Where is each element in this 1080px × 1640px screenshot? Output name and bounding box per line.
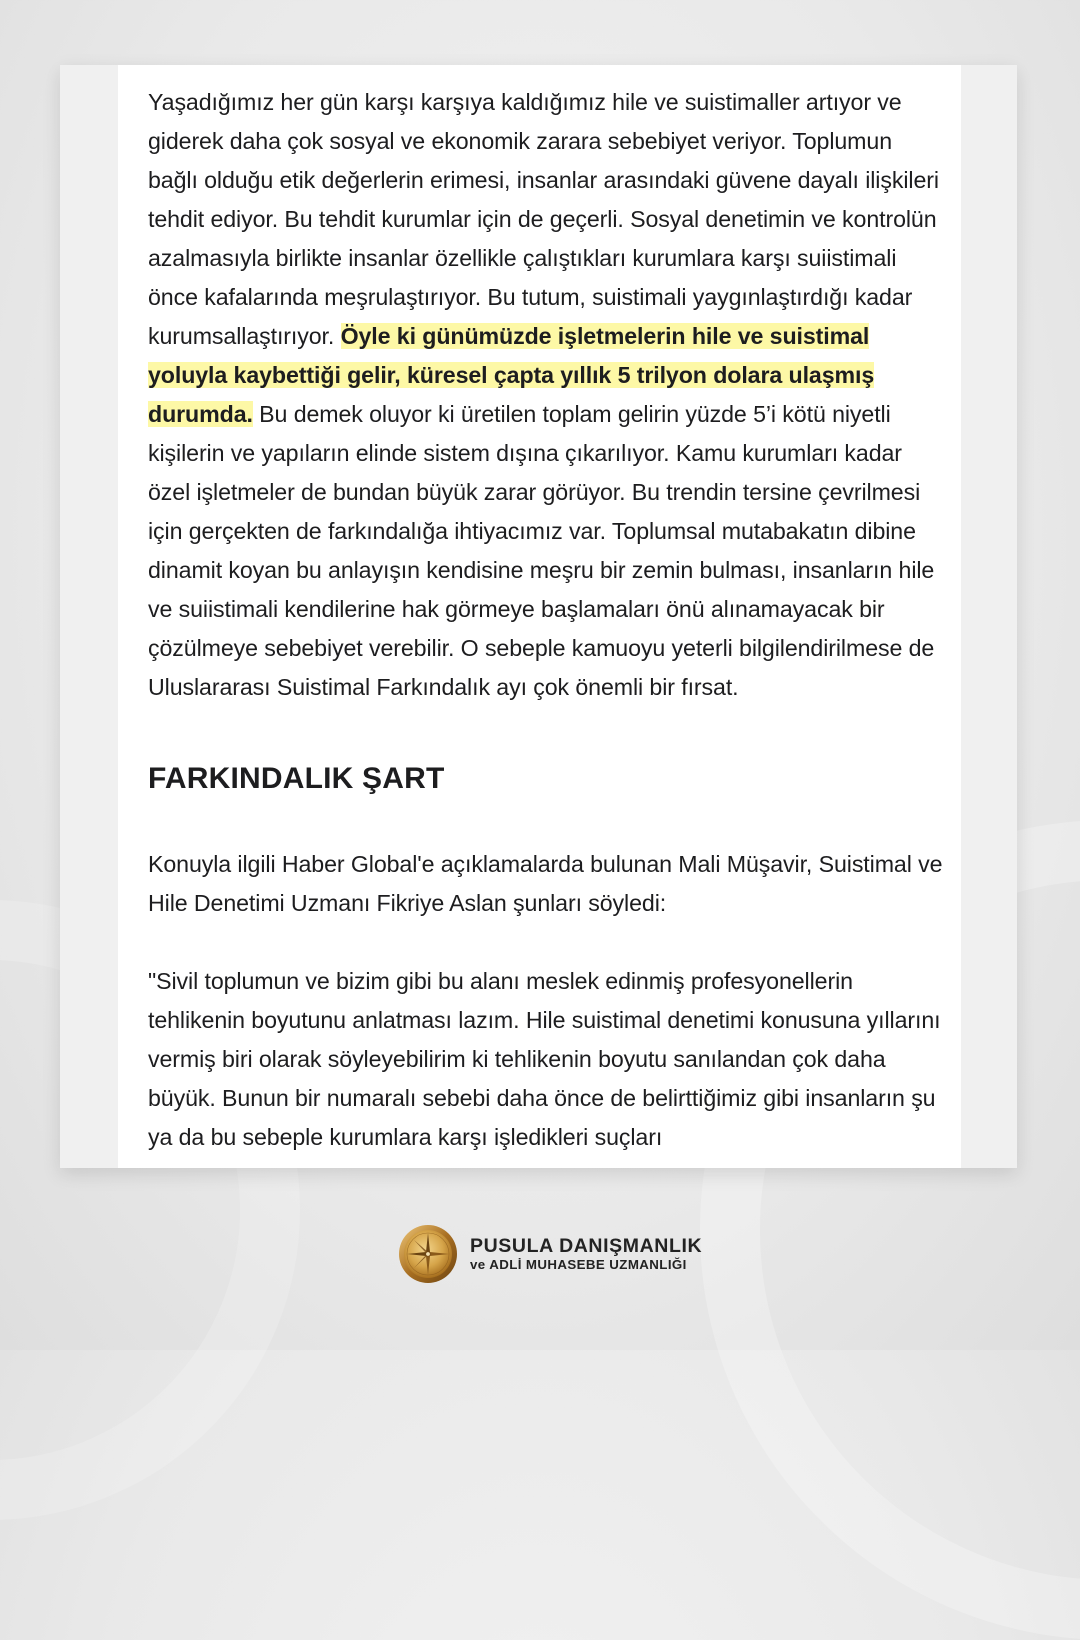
compass-icon: [398, 1224, 458, 1284]
brand-subtitle: ve ADLİ MUHASEBE UZMANLIĞI: [470, 1257, 687, 1272]
paragraph-text: Yaşadığımız her gün karşı karşıya kaldığımız hile ve suistimaller artıyor ve giderek daha çok sosyal ve ekonomik zarara sebebiyet veriyor. Toplumun bağlı olduğu etik değerlerin erimesi, insanlar arasındaki güvene dayalı ilişkileri tehdit ediyor. Bu tehdit kurumlar için de geçerli. Sosyal denetimin ve kontrolün azalmasıyla birlikte insanlar özellikle çalıştıkları kurumlara karşı suiistimali önce kafalarında meşrulaştırıyor. Bu tutum, suistimali yaygınlaştırdığı kadar kurumsallaştırıyor.: [148, 89, 939, 349]
article-card: [60, 65, 1017, 1168]
highlighted-text: Öyle ki günümüzde işletmelerin hile ve suistimal yoluyla kaybettiği gelir, küresel çapta yıllık 5 trilyon dolara ulaşmış durumda.: [148, 323, 875, 427]
section-heading: FARKINDALIK ŞART: [148, 762, 445, 795]
brand-name: PUSULA DANIŞMANLIK: [470, 1235, 703, 1257]
paragraph-gap: [148, 923, 948, 962]
article-content: [148, 83, 948, 1157]
article-paragraph-1: [148, 83, 948, 707]
brand-logo: [398, 1223, 702, 1285]
paragraph-text: Bu demek oluyor ki üretilen toplam gelirin yüzde 5’i kötü niyetli kişilerin ve yapıların elinde sistem dışına çıkarılıyor. Kamu kurumları kadar özel işletmeler de bundan büyük zarar görüyor. Bu trendin tersine çevrilmesi için gerçekten de farkındalığa ihtiyacımız var. Toplumsal mutabakatın dibine dinamit koyan bu anlayışın kendisine meşru bir zemin bulması, insanların hile ve suiistimali kendilerine hak görmeye başlamaları önü alınamayacak bir çözülmeye sebebiyet verebilir. O sebeple kamuoyu yeterli bilgilendirilmese de Uluslararası Suistimal Farkındalık ayı çok önemli bir fırsat.: [148, 401, 935, 700]
article-paragraph-2: Konuyla ilgili Haber Global'e açıklamalarda bulunan Mali Müşavir, Suistimal ve Hile Denetimi Uzmanı Fikriye Aslan şunları söyledi:: [148, 851, 943, 916]
brand-text: [470, 1235, 702, 1273]
article-column: [118, 65, 961, 1168]
article-paragraph-3: "Sivil toplumun ve bizim gibi bu alanı meslek edinmiş profesyonellerin tehlikenin boyutunu anlatması lazım. Hile suistimal denetimi konusuna yıllarını vermiş biri olarak söyleyebilirim ki tehlikenin boyutu sanılandan çok daha büyük. Bunun bir numaralı sebebi daha önce de belirttiğimiz gibi insanların şu ya da bu sebeple kurumlara karşı işledikleri suçları: [148, 968, 941, 1150]
